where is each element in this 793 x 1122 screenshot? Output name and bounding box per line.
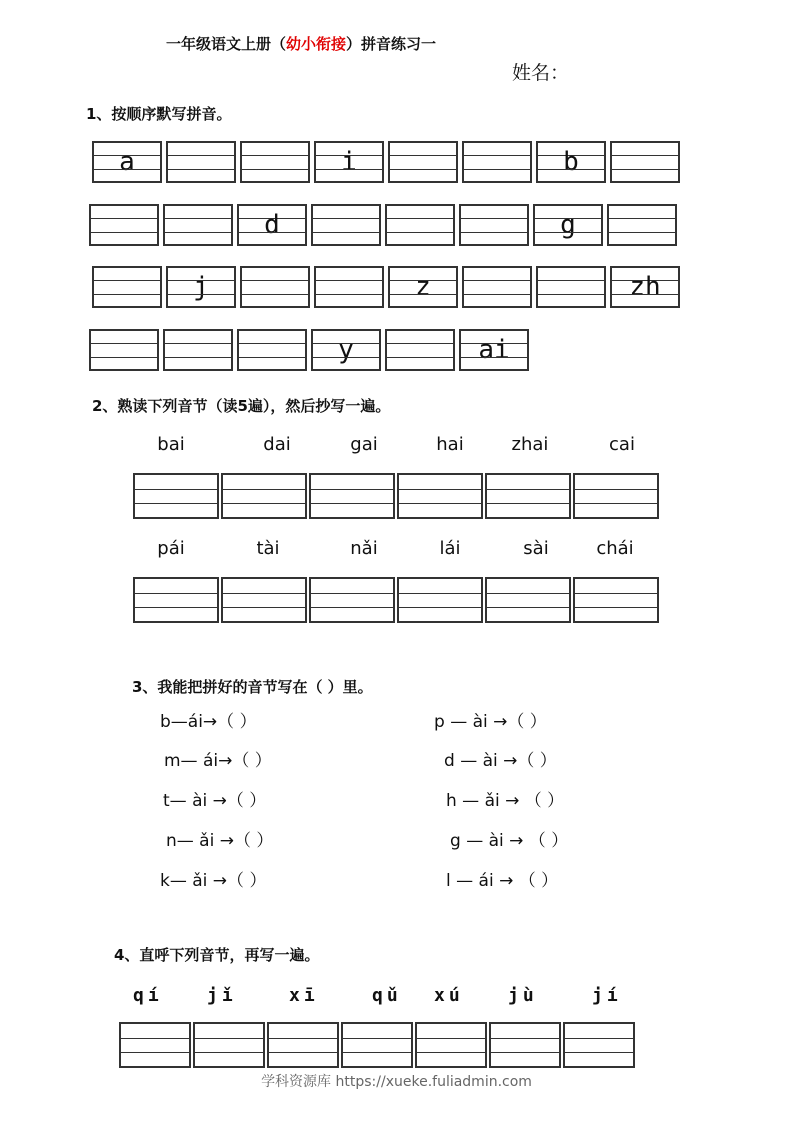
section3-heading: 3、我能把拼好的音节写在（ ）里。: [132, 678, 373, 696]
grid-cell[interactable]: [163, 329, 233, 371]
syllable: pái: [157, 538, 185, 559]
grid-cell[interactable]: g: [533, 204, 603, 246]
write-row-2: [133, 577, 661, 623]
grid-cell[interactable]: [89, 204, 159, 246]
grid-cell[interactable]: [311, 204, 381, 246]
title-highlight: 幼小衔接: [286, 35, 347, 53]
write-box[interactable]: [309, 577, 395, 623]
section2-heading: 2、熟读下列音节（读5遍），然后抄写一遍。: [92, 397, 391, 415]
exercise-right: h — ǎi → （ ）: [446, 791, 565, 811]
grid-cell[interactable]: [314, 266, 384, 308]
grid-cell[interactable]: [462, 141, 532, 183]
write-box[interactable]: [573, 577, 659, 623]
grid-cell[interactable]: b: [536, 141, 606, 183]
grid-row-4: [89, 329, 533, 371]
page-title: 一年级语文上册（幼小衔接）拼音练习一: [166, 35, 437, 53]
grid-cell[interactable]: [240, 266, 310, 308]
write-row-3: [119, 1022, 637, 1068]
exercise-right: g — ài → （ ）: [450, 831, 569, 851]
syllable: gai: [350, 434, 378, 455]
syllable: jǐ: [207, 985, 237, 1006]
grid-cell[interactable]: [385, 329, 455, 371]
grid-cell[interactable]: [163, 204, 233, 246]
syllable: tài: [256, 538, 280, 559]
syllable-row-1: [127, 434, 667, 460]
grid-cell[interactable]: [89, 329, 159, 371]
exercise-right: d — ài →（ ）: [444, 751, 557, 771]
grid-cell[interactable]: [388, 141, 458, 183]
grid-cell[interactable]: [459, 204, 529, 246]
syllable: dai: [263, 434, 291, 455]
write-box[interactable]: [489, 1022, 561, 1068]
grid-row-2: [89, 204, 681, 246]
syllable: chái: [596, 538, 634, 559]
grid-cell[interactable]: z: [388, 266, 458, 308]
grid-cell[interactable]: y: [311, 329, 381, 371]
exercise-left: t— ài →（ ）: [163, 791, 267, 811]
footer-watermark: 学科资源库 https://xueke.fuliadmin.com: [261, 1074, 532, 1090]
grid-cell[interactable]: j: [166, 266, 236, 308]
write-box[interactable]: [397, 473, 483, 519]
grid-row-3: [92, 266, 684, 308]
grid-cell[interactable]: [166, 141, 236, 183]
write-box[interactable]: [485, 473, 571, 519]
exercise-right: p — ài →（ ）: [434, 712, 547, 732]
write-row-1: [133, 473, 661, 519]
write-box[interactable]: [563, 1022, 635, 1068]
syllable: jí: [592, 985, 622, 1006]
grid-cell[interactable]: [385, 204, 455, 246]
section4-heading: 4、直呼下列音节，再写一遍。: [114, 946, 320, 964]
write-box[interactable]: [119, 1022, 191, 1068]
syllable: xī: [289, 985, 319, 1006]
write-box[interactable]: [485, 577, 571, 623]
exercise-left: b—ái→（ ）: [160, 712, 257, 732]
syllable: xú: [434, 985, 464, 1006]
grid-cell[interactable]: zh: [610, 266, 680, 308]
exercise-left: m— ái→（ ）: [164, 751, 272, 771]
grid-cell[interactable]: [92, 266, 162, 308]
write-box[interactable]: [133, 577, 219, 623]
syllable: bai: [157, 434, 185, 455]
syllable: cai: [609, 434, 635, 455]
write-box[interactable]: [193, 1022, 265, 1068]
write-box[interactable]: [309, 473, 395, 519]
write-box[interactable]: [415, 1022, 487, 1068]
syllable: jù: [508, 985, 538, 1006]
write-box[interactable]: [133, 473, 219, 519]
grid-cell[interactable]: i: [314, 141, 384, 183]
name-label: 姓名：: [512, 62, 570, 84]
syllable: lái: [439, 538, 461, 559]
syllable: nǎi: [350, 538, 378, 559]
syllable: zhai: [511, 434, 549, 455]
grid-cell[interactable]: a: [92, 141, 162, 183]
grid-cell[interactable]: [237, 329, 307, 371]
exercise-left: n— ǎi →（ ）: [166, 831, 274, 851]
grid-cell[interactable]: [240, 141, 310, 183]
grid-cell[interactable]: d: [237, 204, 307, 246]
syllable-row-2: [127, 538, 667, 564]
write-box[interactable]: [397, 577, 483, 623]
exercise-right: l — ái → （ ）: [446, 871, 559, 891]
grid-cell[interactable]: [462, 266, 532, 308]
grid-row-1: [92, 141, 684, 183]
section1-heading: 1、按顺序默写拼音。: [86, 105, 232, 123]
syllable: qǔ: [372, 985, 402, 1006]
grid-cell[interactable]: [607, 204, 677, 246]
grid-cell[interactable]: ai: [459, 329, 529, 371]
write-box[interactable]: [221, 473, 307, 519]
syllable: sài: [523, 538, 549, 559]
write-box[interactable]: [267, 1022, 339, 1068]
write-box[interactable]: [221, 577, 307, 623]
grid-cell[interactable]: [610, 141, 680, 183]
syllable: hai: [436, 434, 464, 455]
grid-cell[interactable]: [536, 266, 606, 308]
syllable: qí: [133, 985, 163, 1006]
exercise-left: k— ǎi →（ ）: [160, 871, 267, 891]
write-box[interactable]: [573, 473, 659, 519]
write-box[interactable]: [341, 1022, 413, 1068]
